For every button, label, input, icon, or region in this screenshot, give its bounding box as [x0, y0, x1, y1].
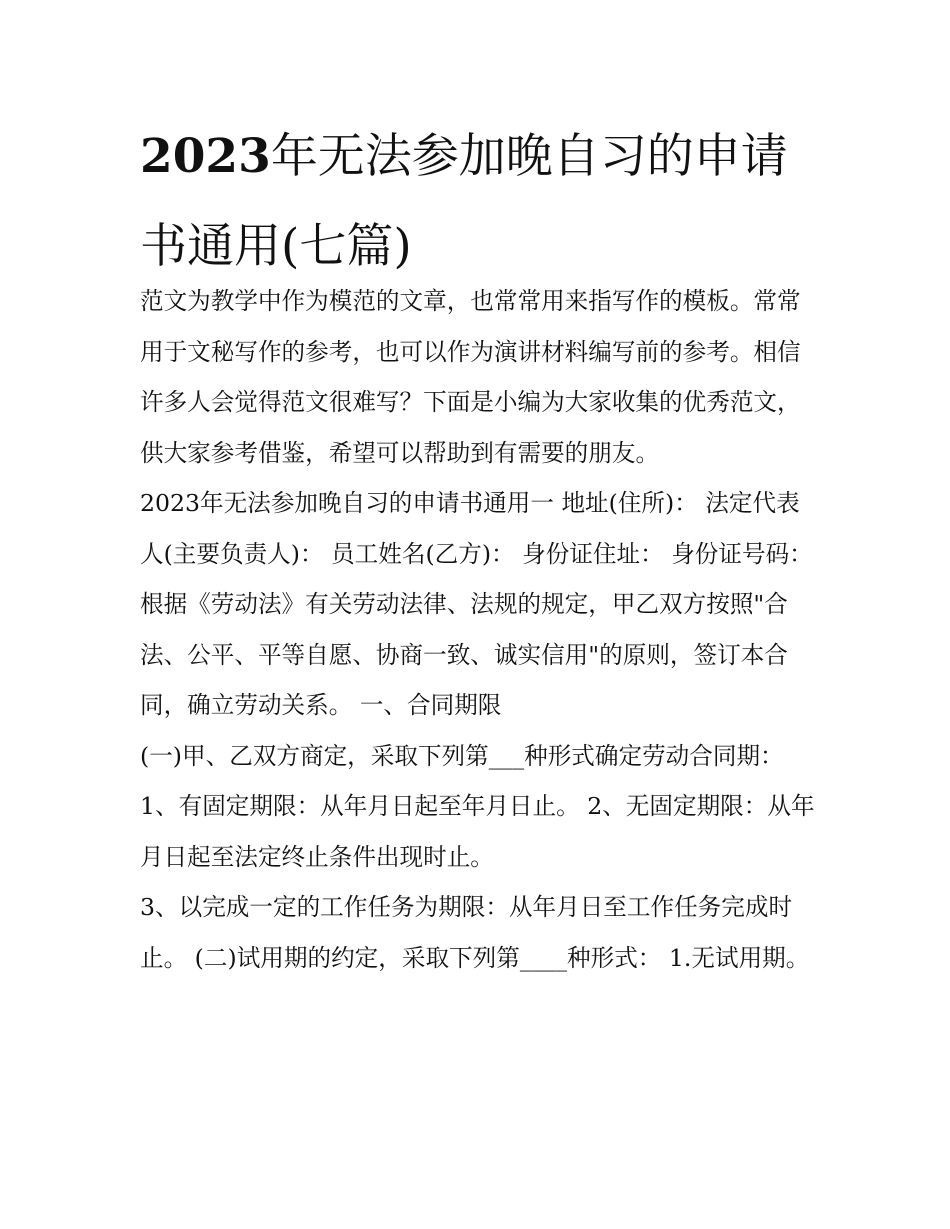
document-body — [140, 276, 820, 983]
title-text: 年无法参加晚自习的申请书通用(七篇) — [140, 129, 788, 274]
applicant-info-paragraph: 2023年无法参加晚自习的申请书通用一 地址(住所)： 法定代表人(主要负责人)： 员工姓名(乙方)： 身份证住址： 身份证号码： — [140, 489, 813, 568]
legal-basis-paragraph: 根据《劳动法》有关劳动法律、法规的规定，甲乙双方按照"合法、公平、平等自愿、协商一致、诚实信用"的原则，签订本合同，确立劳动关系。 一、合同期限 — [140, 590, 788, 719]
title-year: 2023 — [140, 129, 271, 184]
intro-paragraph: 范文为教学中作为模范的文章，也常常用来指写作的模板。常常用于文秘写作的参考，也可以作为演讲材料编写前的参考。相信许多人会觉得范文很难写？下面是小编为大家收集的优秀范文，供大家参考借鉴，希望可以帮助到有需要的朋友。 — [140, 287, 801, 467]
document-title — [140, 112, 820, 292]
probation-paragraph: 3、以完成一定的工作任务为期限：从年月日至工作任务完成时止。 (二)试用期的约定，采取下列第____种形式： 1.无试用期。 — [140, 893, 810, 972]
contract-term-paragraph: (一)甲、乙双方商定，采取下列第___种形式确定劳动合同期： 1、有固定期限：从年月日起至年月日止。 2、无固定期限：从年月日起至法定终止条件出现时止。 — [140, 741, 815, 871]
